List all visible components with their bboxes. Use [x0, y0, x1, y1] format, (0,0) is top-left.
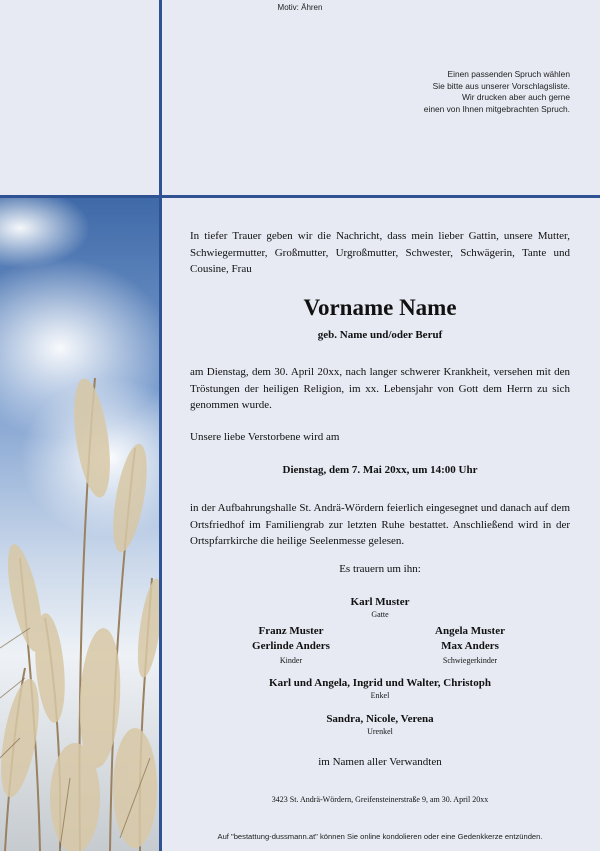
quote-line: einen von Ihnen mitgebrachten Spruch.	[423, 103, 570, 114]
mourner-great-grandchildren	[190, 712, 570, 737]
ceremony-text: in der Aufbahrungshalle St. Andrä-Wördern feierlich eingesegnet und danach auf dem Ortsfriedhof im Familiengrab zur letzten Ruhe bestattet. Anschließend wird in der Ortspfarrkirche die heilige Seelenmesse gelesen.	[190, 502, 570, 547]
deceased-name: Vorname Name	[303, 295, 457, 320]
quote-placeholder	[310, 69, 570, 115]
grandchildren-names: Karl und Angela, Ingrid und Walter, Christoph	[269, 677, 491, 689]
wheat-photo	[0, 198, 159, 851]
child-name: Gerlinde Anders	[252, 640, 330, 652]
mourner-in-laws	[385, 624, 555, 666]
mourners-intro: Es trauern um ihn:	[339, 563, 421, 575]
great-grandchildren-names: Sandra, Nicole, Verena	[326, 713, 434, 725]
quote-line: Einen passenden Spruch wählen	[447, 69, 570, 79]
in-law-name: Max Anders	[441, 640, 499, 652]
quote-line: Sie bitte aus unserer Vorschlagsliste.	[432, 80, 570, 91]
mourner-children	[206, 624, 376, 666]
spouse-name: Karl Muster	[350, 596, 410, 608]
relatives-line: im Namen aller Verwandten	[318, 756, 442, 768]
quote-line: Wir drucken aber auch gerne	[462, 92, 570, 102]
vertical-divider	[159, 0, 162, 851]
mourner-grandchildren	[190, 676, 570, 701]
place-date: 3423 St. Andrä-Wördern, Greifensteinerstraße 9, am 30. April 20xx	[271, 795, 489, 804]
great-grandchildren-role: Urenkel	[367, 727, 393, 736]
in-law-name: Angela Muster	[435, 625, 505, 637]
in-laws-role: Schwiegerkinder	[442, 656, 498, 665]
children-role: Kinder	[279, 656, 303, 665]
ceremony-date: Dienstag, dem 7. Mai 20xx, um 14:00 Uhr	[282, 464, 478, 476]
footer-note: Auf "bestattung-dussmann.at" können Sie online kondolieren oder eine Gedenkkerze entzünden.	[217, 832, 543, 841]
deceased-subtitle: geb. Name und/oder Beruf	[317, 329, 443, 341]
death-notice-text: am Dienstag, dem 30. April 20xx, nach langer schwerer Krankheit, versehen mit den Tröstungen der heiligen Religion, im xx. Lebensjahr von Gott dem Herrn zu sich genommen wurde.	[190, 366, 570, 411]
spouse-role: Gatte	[371, 610, 389, 619]
motif-label: Motiv: Ähren	[277, 3, 323, 12]
intro-text: In tiefer Trauer geben wir die Nachricht, dass mein lieber Gattin, unsere Mutter, Schwiegermutter, Großmutter, Urgroßmutter, Schwester, Schwägerin, Tante und Cousine, Frau	[190, 230, 570, 275]
wheat-illustration	[0, 198, 159, 851]
grandchildren-role: Enkel	[370, 691, 390, 700]
mourner-spouse	[190, 595, 570, 620]
child-name: Franz Muster	[258, 625, 324, 637]
farewell-intro: Unsere liebe Verstorbene wird am	[190, 431, 340, 443]
